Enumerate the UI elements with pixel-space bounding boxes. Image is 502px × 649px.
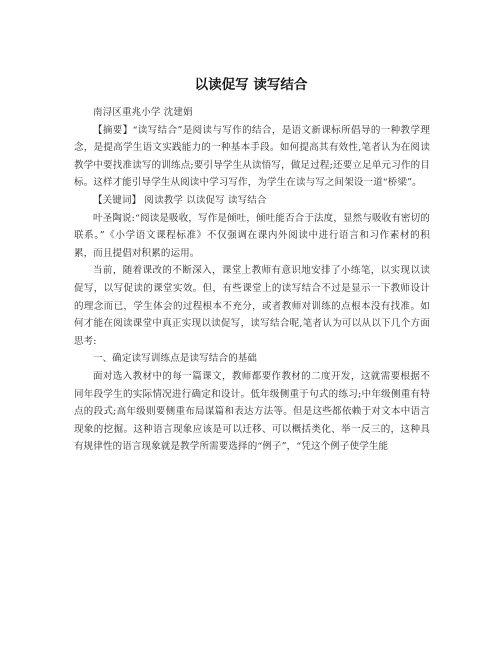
quote-paragraph: 叶圣陶说:“阅读是吸收，写作是倾吐，倾吐能否合于法度，显然与吸收有密切的联系。”《小学语文课程标准》不仅强调在课内外阅读中进行语言和习作素材的积累，而且提倡对积累的运用。 (74, 212, 430, 259)
author-line: 南浔区重兆小学 沈建娟 (93, 107, 193, 118)
section-heading: 一、确定读写训练点是读写结合的基础 (93, 353, 258, 365)
abstract-paragraph: 【摘要】“读写结合”是阅读与写作的结合，是语文新课标所倡导的一种教学理念，是提高学生语文实践能力的一种基本手段。如何提高其有效性,笔者认为在阅读教学中要找准读写的训练点;要引导学生从读悟写，做足过程;还要立足单元习作的目标。这样才能引导学生从阅读中学习写作，为学生在读与写之间架设一道“桥梁”。 (74, 124, 430, 189)
keywords-paragraph: 【关键词】 阅读教学 以读促写 读写结合 (93, 194, 267, 206)
document-title: 以读促写 读写结合 (194, 77, 308, 93)
section-paragraph: 面对选入教材中的每一篇课文，教师都要作教材的二度开发，这就需要根据不同年段学生的实际情况进行确定和设计。低年级侧重于句式的练习;中年级侧重有特点的段式;高年级则要侧重布局谋篇和表达方法等。但是这些都依赖于对文本中语言现象的挖掘。这种语言现象应该是可以迁移、可以概括类化、举一反三的，这种具有规律性的语言现象就是教学所需要选择的“例子”，“凭这个例子使学生能 (74, 370, 430, 453)
document-body (74, 104, 430, 456)
context-paragraph: 当前，随着课改的不断深入，课堂上教师有意识地安排了小练笔，以实现以读促写，以写促读的课堂实效。但，有些课堂上的读写结合不过是显示一下教师设计的理念而已，学生体会的过程根本不充分，或者教师对训练的点根本没有找准。如何才能在阅读课堂中真正实现以读促写，读写结合呢,笔者认为可以从以下几个方面思考: (74, 265, 430, 347)
